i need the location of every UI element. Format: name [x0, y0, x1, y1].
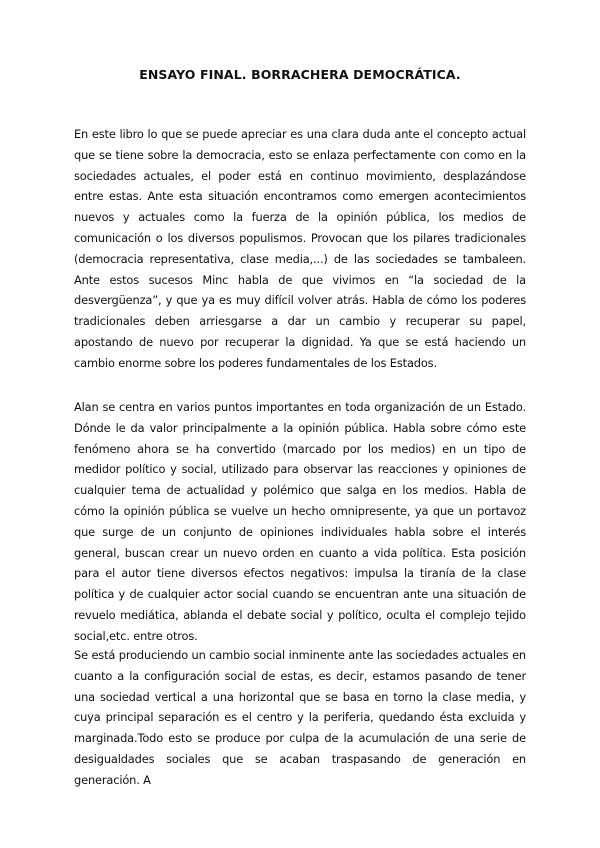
paragraph-2: Alan se centra en varios puntos importantes en toda organización de un Estado. Dónde le da valor principalmente a la opinión pública. Habla sobre cómo este fenómeno ahora se ha convertido (marcado por los medios) en un tipo de medidor político y social, utilizado para observar las reacciones y opiniones de cualquier tema de actualidad y polémico que salga en los medios. Habla de cómo la opinión pública se vuelve un hecho omnipresente, ya que un portavoz que surge de un conjunto de opiniones individuales habla sobre el interés general, buscan crear un nuevo orden en cuanto a vida política. Esta posición para el autor tiene diversos efectos negativos: impulsa la tiranía de la clase política y de cualquier actor social cuando se encuentran ante una situación de revuelo mediática, ablanda el debate social y político, oculta el complejo tejido social,etc. entre otros. — [74, 400, 526, 643]
paragraph-1: En este libro lo que se puede apreciar es una clara duda ante el concepto actual que se tiene sobre la democracia, esto se enlaza perfectamente con como en la sociedades actuales, el poder está en continuo movimiento, desplazándose entre estas. Ante esta situación encontramos como emergen acontecimientos nuevos y actuales como la fuerza de la opinión pública, los medios de comunicación o los diversos populismos. Provocan que los pilares tradicionales (democracia representativa, clase media,...) de las sociedades se tambaleen. Ante estos sucesos Minc habla de que vivimos en “la sociedad de la desvergüenza”, y que ya es muy difícil volver atrás. Habla de cómo los poderes tradicionales deben arriesgarse a dar un cambio y recuperar su papel, apostando de nuevo por recuperar la dignidad. Ya que se está haciendo un cambio enorme sobre los poderes fundamentales de los Estados. — [74, 127, 526, 370]
paragraph-3: Se está produciendo un cambio social inminente ante las sociedades actuales en cuanto a la configuración social de estas, es decir, estamos pasando de tener una sociedad vertical a una horizontal que se basa en torno la clase media, y cuya principal separación es el centro y la periferia, quedando ésta excluida y marginada.Todo esto se produce por culpa de la acumulación de una serie de desigualdades sociales que se acaban traspasando de generación en generación. A — [74, 648, 526, 787]
essay-title: ENSAYO FINAL. BORRACHERA DEMOCRÁTICA. — [139, 67, 461, 82]
